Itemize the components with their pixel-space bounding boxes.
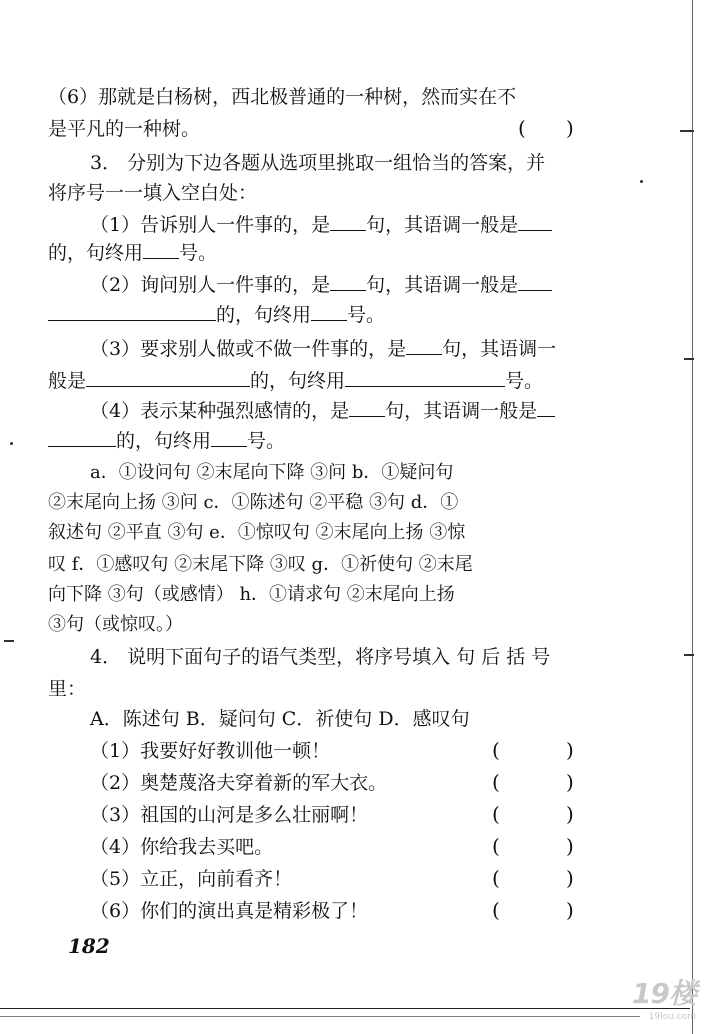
q3-item3-text-e: 号。 <box>505 370 544 392</box>
blank[interactable] <box>518 212 552 231</box>
q4-paren-right: ) <box>566 802 574 826</box>
q3-item3-text-a: （3）要求别人做或不做一件事的，是 <box>90 338 407 360</box>
q2-item6-line1: （6）那就是白杨树，西北极普通的一种树，然而实在不 <box>48 86 517 108</box>
q4-paren-right: ) <box>566 770 574 794</box>
q3-item1-text-c: 的，句终用 <box>48 242 144 264</box>
q3-item3-line2 <box>48 368 588 394</box>
bottom-rule <box>0 1008 690 1009</box>
q2-item6-paren-left: ( <box>518 116 526 140</box>
q4-item-2: （2）奥楚蔑洛夫穿着新的军大衣。 <box>90 772 388 794</box>
q3-item1-text-b: 句，其语调一般是 <box>366 214 519 236</box>
margin-mark <box>4 640 14 642</box>
q4-paren-left: ( <box>492 802 500 826</box>
q3-intro-line2: 将序号一一填入空白处： <box>48 182 258 204</box>
margin-mark <box>680 130 694 132</box>
margin-mark <box>684 654 694 656</box>
q4-item-4: （4）你给我去买吧。 <box>90 836 274 858</box>
q4-paren-left: ( <box>492 866 500 890</box>
q3-item3-line1 <box>90 336 630 362</box>
q3-item1-line1 <box>90 212 630 238</box>
q3-intro-line1: 3． 分别为下边各题从选项里挑取一组恰当的答案，并 <box>90 152 546 174</box>
q3-item2-text-d: 号。 <box>347 304 386 326</box>
q3-options-line6: ③句（或惊叹。） <box>48 614 183 635</box>
blank[interactable] <box>143 240 179 259</box>
q3-item1-line2 <box>48 240 588 266</box>
q3-item2-text-b: 句，其语调一般是 <box>366 274 519 296</box>
blank[interactable] <box>311 302 347 321</box>
q4-paren-right: ) <box>566 738 574 762</box>
q3-item4-text-b: 句，其语调一般是 <box>385 400 538 422</box>
q3-item4-line1 <box>90 398 630 424</box>
q4-paren-right: ) <box>566 866 574 890</box>
q3-options-line3: 叙述句 ②平直 ③句 e．①惊叹句 ②末尾向上扬 ③惊 <box>48 522 466 543</box>
q4-item-5: （5）立正，向前看齐！ <box>90 868 293 890</box>
blank[interactable] <box>537 398 555 417</box>
q2-item6-line2: 是平凡的一种树。 <box>48 118 201 140</box>
right-edge-line <box>692 0 693 1034</box>
q3-options-line4: 叹 f．①感叹句 ②末尾下降 ③叹 g．①祈使句 ②末尾 <box>48 554 473 575</box>
q4-paren-left: ( <box>492 738 500 762</box>
q3-item2-line2 <box>48 302 588 328</box>
blank[interactable] <box>48 302 216 321</box>
q3-options-line5: 向下降 ③句（或感情） h．①请求句 ②末尾向上扬 <box>48 584 455 605</box>
q3-item4-text-c: 的，句终用 <box>116 430 212 452</box>
q4-paren-left: ( <box>492 834 500 858</box>
blank[interactable] <box>211 428 247 447</box>
q3-item4-text-a: （4）表示某种强烈感情的，是 <box>90 400 350 422</box>
q4-item-6: （6）你们的演出真是精彩极了！ <box>90 900 369 922</box>
page-number: 182 <box>68 934 110 958</box>
blank[interactable] <box>345 368 505 387</box>
blank[interactable] <box>349 398 385 417</box>
q4-intro-line2: 里： <box>48 678 87 700</box>
margin-mark <box>684 358 694 360</box>
q4-paren-right: ) <box>566 834 574 858</box>
q4-sentence-types: A．陈述句 B．疑问句 C．祈使句 D．感叹句 <box>90 708 470 730</box>
q4-intro-line1: 4． 说明下面句子的语气类型，将序号填入 句 后 括 号 <box>90 646 551 668</box>
q4-paren-right: ) <box>566 898 574 922</box>
blank[interactable] <box>48 428 116 447</box>
q3-options-line1: a．①设问句 ②末尾向下降 ③问 b．①疑问句 <box>90 462 454 483</box>
q2-item6-paren-right: ) <box>566 116 574 140</box>
q3-options-line2: ②末尾向上扬 ③问 c．①陈述句 ②平稳 ③句 d．① <box>48 492 459 513</box>
watermark-sub: 19lou.com <box>648 1012 696 1022</box>
blank[interactable] <box>518 272 552 291</box>
q4-item-3: （3）祖国的山河是多么壮丽啊！ <box>90 804 369 826</box>
q3-item4-text-d: 号。 <box>247 430 286 452</box>
bottom-rule-2 <box>0 1016 640 1017</box>
q3-item2-line1 <box>90 272 630 298</box>
q3-item3-text-b: 句，其语调一 <box>442 338 557 360</box>
q3-item1-text-d: 号。 <box>179 242 218 264</box>
watermark-logo <box>632 972 696 1022</box>
q3-item4-line2 <box>48 428 588 454</box>
q4-paren-left: ( <box>492 898 500 922</box>
blank[interactable] <box>406 336 442 355</box>
scan-dot <box>10 442 13 445</box>
q3-item1-text-a: （1）告诉别人一件事的，是 <box>90 214 331 236</box>
q3-item2-text-c: 的，句终用 <box>216 304 312 326</box>
q4-paren-left: ( <box>492 770 500 794</box>
watermark-main: 19楼 <box>632 977 696 1010</box>
q4-item-1: （1）我要好好教训他一顿！ <box>90 740 331 762</box>
blank[interactable] <box>330 272 366 291</box>
q3-item3-text-d: 的，句终用 <box>250 370 346 392</box>
scan-dot <box>640 180 643 183</box>
q3-item2-text-a: （2）询问别人一件事的，是 <box>90 274 331 296</box>
blank[interactable] <box>86 368 250 387</box>
q3-item3-text-c: 般是 <box>48 370 87 392</box>
blank[interactable] <box>330 212 366 231</box>
